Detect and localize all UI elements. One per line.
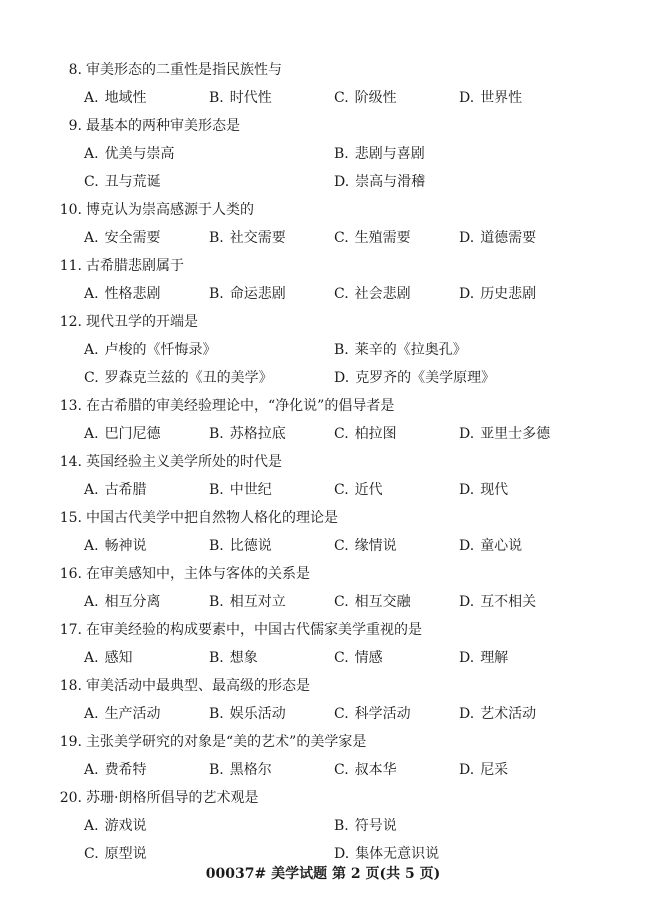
option-text: 互不相关 bbox=[480, 594, 537, 610]
options-row bbox=[84, 647, 604, 667]
question-number: 20. bbox=[59, 790, 82, 806]
answer-option bbox=[84, 227, 161, 247]
option-text: 历史悲剧 bbox=[480, 286, 537, 302]
options-row bbox=[84, 535, 604, 555]
option-text: 地域性 bbox=[104, 90, 147, 106]
answer-option bbox=[209, 647, 258, 667]
options-row bbox=[84, 703, 604, 723]
answer-option bbox=[334, 479, 383, 499]
answer-option bbox=[84, 367, 273, 387]
option-text: 相互对立 bbox=[229, 594, 286, 610]
answer-option bbox=[459, 423, 550, 443]
answer-option bbox=[334, 703, 411, 723]
answer-option bbox=[209, 283, 286, 303]
option-letter: C. bbox=[334, 482, 349, 498]
option-letter: D. bbox=[459, 706, 475, 722]
option-text: 符号说 bbox=[354, 818, 397, 834]
option-text: 生殖需要 bbox=[354, 230, 411, 246]
option-letter: A. bbox=[84, 146, 99, 162]
answer-option bbox=[459, 647, 508, 667]
question-number: 12. bbox=[59, 314, 82, 330]
option-letter: A. bbox=[84, 482, 99, 498]
question-number: 18. bbox=[59, 678, 82, 694]
answer-option bbox=[84, 87, 147, 107]
answer-option bbox=[84, 815, 147, 835]
question-text: 审美活动中最典型、最高级的形态是 bbox=[86, 678, 310, 694]
option-letter: B. bbox=[209, 706, 224, 722]
answer-option bbox=[334, 87, 397, 107]
options-row bbox=[84, 815, 604, 835]
answer-option bbox=[334, 339, 467, 359]
answer-option bbox=[334, 367, 495, 387]
answer-option bbox=[84, 703, 161, 723]
option-letter: A. bbox=[84, 650, 99, 666]
question-stem bbox=[54, 255, 184, 275]
option-letter: A. bbox=[84, 230, 99, 246]
option-letter: A. bbox=[84, 286, 99, 302]
answer-option bbox=[334, 535, 397, 555]
option-letter: A. bbox=[84, 762, 99, 778]
option-text: 阶级性 bbox=[354, 90, 397, 106]
question-text: 英国经验主义美学所处的时代是 bbox=[86, 454, 282, 470]
answer-option bbox=[209, 227, 286, 247]
option-letter: D. bbox=[459, 594, 475, 610]
answer-option bbox=[334, 843, 439, 863]
option-text: 相互交融 bbox=[354, 594, 411, 610]
option-text: 卢梭的《忏悔录》 bbox=[104, 342, 217, 358]
question-stem bbox=[54, 311, 198, 331]
option-letter: B. bbox=[209, 426, 224, 442]
option-text: 生产活动 bbox=[104, 706, 161, 722]
answer-option bbox=[84, 143, 175, 163]
question-stem bbox=[54, 451, 282, 471]
question-number: 10. bbox=[59, 202, 82, 218]
option-text: 巴门尼德 bbox=[104, 426, 161, 442]
option-text: 情感 bbox=[354, 650, 383, 666]
option-text: 理解 bbox=[480, 650, 509, 666]
question-number: 13. bbox=[59, 398, 82, 414]
question-stem bbox=[54, 787, 258, 807]
options-row bbox=[84, 227, 604, 247]
question-stem bbox=[54, 115, 240, 135]
options-row bbox=[84, 171, 604, 191]
option-letter: C. bbox=[334, 538, 349, 554]
answer-option bbox=[84, 479, 147, 499]
question-text: 现代丑学的开端是 bbox=[86, 314, 198, 330]
options-row bbox=[84, 759, 604, 779]
option-letter: B. bbox=[209, 650, 224, 666]
answer-option bbox=[84, 759, 147, 779]
question-text: 在古希腊的审美经验理论中，“净化说”的倡导者是 bbox=[86, 398, 395, 414]
answer-option bbox=[209, 423, 286, 443]
option-letter: B. bbox=[209, 594, 224, 610]
answer-option bbox=[209, 479, 272, 499]
question-stem bbox=[54, 619, 422, 639]
answer-option bbox=[459, 703, 536, 723]
option-text: 感知 bbox=[104, 650, 133, 666]
option-text: 优美与崇高 bbox=[104, 146, 175, 162]
answer-option bbox=[84, 171, 161, 191]
option-text: 苏格拉底 bbox=[229, 426, 286, 442]
answer-option bbox=[84, 283, 161, 303]
answer-option bbox=[334, 647, 383, 667]
page-footer: 00037# 美学试题 第 2 页(共 5 页) bbox=[205, 866, 441, 882]
option-letter: B. bbox=[334, 818, 349, 834]
option-text: 社交需要 bbox=[229, 230, 286, 246]
option-text: 古希腊 bbox=[104, 482, 147, 498]
question-text: 苏珊·朗格所倡导的艺术观是 bbox=[86, 790, 259, 806]
option-text: 中世纪 bbox=[229, 482, 272, 498]
option-letter: B. bbox=[209, 762, 224, 778]
answer-option bbox=[209, 591, 286, 611]
question-stem bbox=[54, 675, 310, 695]
option-text: 时代性 bbox=[229, 90, 272, 106]
answer-option bbox=[459, 759, 508, 779]
option-letter: C. bbox=[334, 286, 349, 302]
option-letter: C. bbox=[84, 174, 99, 190]
option-letter: D. bbox=[459, 650, 475, 666]
question-number: 15. bbox=[59, 510, 82, 526]
option-letter: C. bbox=[334, 426, 349, 442]
option-letter: C. bbox=[334, 762, 349, 778]
question-text: 在审美经验的构成要素中，中国古代儒家美学重视的是 bbox=[86, 622, 422, 638]
question-number: 8. bbox=[68, 62, 82, 78]
option-letter: A. bbox=[84, 594, 99, 610]
answer-option bbox=[84, 647, 133, 667]
option-letter: C. bbox=[334, 230, 349, 246]
answer-option bbox=[84, 423, 161, 443]
answer-option bbox=[334, 759, 397, 779]
option-text: 童心说 bbox=[480, 538, 523, 554]
answer-option bbox=[334, 591, 411, 611]
question-number: 11. bbox=[59, 258, 82, 274]
option-text: 近代 bbox=[354, 482, 383, 498]
option-text: 柏拉图 bbox=[354, 426, 397, 442]
option-text: 尼采 bbox=[480, 762, 509, 778]
question-stem bbox=[54, 563, 310, 583]
option-text: 性格悲剧 bbox=[104, 286, 161, 302]
option-letter: C. bbox=[334, 90, 349, 106]
question-text: 在审美感知中，主体与客体的关系是 bbox=[86, 566, 310, 582]
option-letter: D. bbox=[459, 762, 475, 778]
options-row bbox=[84, 339, 604, 359]
question-text: 最基本的两种审美形态是 bbox=[86, 118, 240, 134]
option-text: 原型说 bbox=[104, 846, 147, 862]
answer-option bbox=[84, 591, 161, 611]
option-letter: B. bbox=[209, 538, 224, 554]
option-text: 世界性 bbox=[480, 90, 523, 106]
answer-option bbox=[84, 535, 147, 555]
option-letter: B. bbox=[209, 90, 224, 106]
option-text: 比德说 bbox=[229, 538, 272, 554]
question-stem bbox=[54, 731, 366, 751]
option-text: 集体无意识说 bbox=[355, 846, 440, 862]
option-text: 叔本华 bbox=[354, 762, 397, 778]
option-text: 相互分离 bbox=[104, 594, 161, 610]
option-letter: D. bbox=[459, 426, 475, 442]
question-text: 中国古代美学中把自然物人格化的理论是 bbox=[86, 510, 338, 526]
option-letter: D. bbox=[334, 174, 350, 190]
answer-option bbox=[209, 703, 286, 723]
answer-option bbox=[334, 283, 411, 303]
option-text: 费希特 bbox=[104, 762, 147, 778]
question-number: 9. bbox=[68, 118, 82, 134]
answer-option bbox=[209, 535, 272, 555]
question-stem bbox=[54, 199, 254, 219]
option-letter: A. bbox=[84, 818, 99, 834]
question-text: 审美形态的二重性是指民族性与 bbox=[86, 62, 282, 78]
option-letter: C. bbox=[84, 846, 99, 862]
option-letter: D. bbox=[459, 90, 475, 106]
answer-option bbox=[209, 87, 272, 107]
options-row bbox=[84, 479, 604, 499]
option-letter: A. bbox=[84, 342, 99, 358]
option-letter: D. bbox=[459, 482, 475, 498]
option-letter: B. bbox=[334, 146, 349, 162]
option-text: 畅神说 bbox=[104, 538, 147, 554]
options-row bbox=[84, 423, 604, 443]
options-row bbox=[84, 283, 604, 303]
option-text: 游戏说 bbox=[104, 818, 147, 834]
answer-option bbox=[459, 591, 536, 611]
option-letter: B. bbox=[209, 482, 224, 498]
option-text: 想象 bbox=[229, 650, 258, 666]
option-text: 亚里士多德 bbox=[480, 426, 551, 442]
option-letter: C. bbox=[84, 370, 99, 386]
option-letter: D. bbox=[459, 538, 475, 554]
option-letter: C. bbox=[334, 594, 349, 610]
option-letter: D. bbox=[459, 230, 475, 246]
answer-option bbox=[334, 227, 411, 247]
option-text: 艺术活动 bbox=[480, 706, 537, 722]
option-text: 罗森克兰兹的《丑的美学》 bbox=[104, 370, 273, 386]
option-letter: C. bbox=[334, 650, 349, 666]
options-row bbox=[84, 87, 604, 107]
option-text: 安全需要 bbox=[104, 230, 161, 246]
answer-option bbox=[459, 535, 522, 555]
option-letter: C. bbox=[334, 706, 349, 722]
option-letter: B. bbox=[209, 230, 224, 246]
answer-option bbox=[209, 759, 272, 779]
option-text: 社会悲剧 bbox=[354, 286, 411, 302]
option-text: 科学活动 bbox=[354, 706, 411, 722]
option-letter: D. bbox=[334, 370, 350, 386]
question-number: 17. bbox=[59, 622, 82, 638]
option-text: 黑格尔 bbox=[229, 762, 272, 778]
answer-option bbox=[334, 171, 425, 191]
answer-option bbox=[84, 339, 217, 359]
option-letter: A. bbox=[84, 538, 99, 554]
options-row bbox=[84, 143, 604, 163]
answer-option bbox=[459, 227, 536, 247]
options-row bbox=[84, 843, 604, 863]
option-text: 悲剧与喜剧 bbox=[354, 146, 425, 162]
option-letter: A. bbox=[84, 426, 99, 442]
option-letter: B. bbox=[209, 286, 224, 302]
answer-option bbox=[459, 87, 522, 107]
option-text: 道德需要 bbox=[480, 230, 537, 246]
option-letter: A. bbox=[84, 706, 99, 722]
option-letter: B. bbox=[334, 342, 349, 358]
option-text: 命运悲剧 bbox=[229, 286, 286, 302]
option-text: 娱乐活动 bbox=[229, 706, 286, 722]
question-text: 博克认为崇高感源于人类的 bbox=[86, 202, 254, 218]
question-number: 14. bbox=[59, 454, 82, 470]
question-number: 19. bbox=[59, 734, 82, 750]
option-letter: D. bbox=[459, 286, 475, 302]
question-stem bbox=[54, 59, 282, 79]
question-stem bbox=[54, 395, 394, 415]
question-number: 16. bbox=[59, 566, 82, 582]
answer-option bbox=[334, 815, 397, 835]
option-letter: D. bbox=[334, 846, 350, 862]
option-letter: A. bbox=[84, 90, 99, 106]
answer-option bbox=[334, 423, 397, 443]
answer-option bbox=[84, 843, 147, 863]
question-text: 古希腊悲剧属于 bbox=[86, 258, 184, 274]
options-row bbox=[84, 367, 604, 387]
question-text: 主张美学研究的对象是“美的艺术”的美学家是 bbox=[86, 734, 367, 750]
question-stem bbox=[54, 507, 338, 527]
options-row bbox=[84, 591, 604, 611]
option-text: 丑与荒诞 bbox=[104, 174, 161, 190]
answer-option bbox=[459, 283, 536, 303]
option-text: 崇高与滑稽 bbox=[355, 174, 426, 190]
option-text: 缘情说 bbox=[354, 538, 397, 554]
answer-option bbox=[334, 143, 425, 163]
answer-option bbox=[459, 479, 508, 499]
option-text: 现代 bbox=[480, 482, 509, 498]
option-text: 克罗齐的《美学原理》 bbox=[355, 370, 496, 386]
option-text: 莱辛的《拉奥孔》 bbox=[354, 342, 467, 358]
